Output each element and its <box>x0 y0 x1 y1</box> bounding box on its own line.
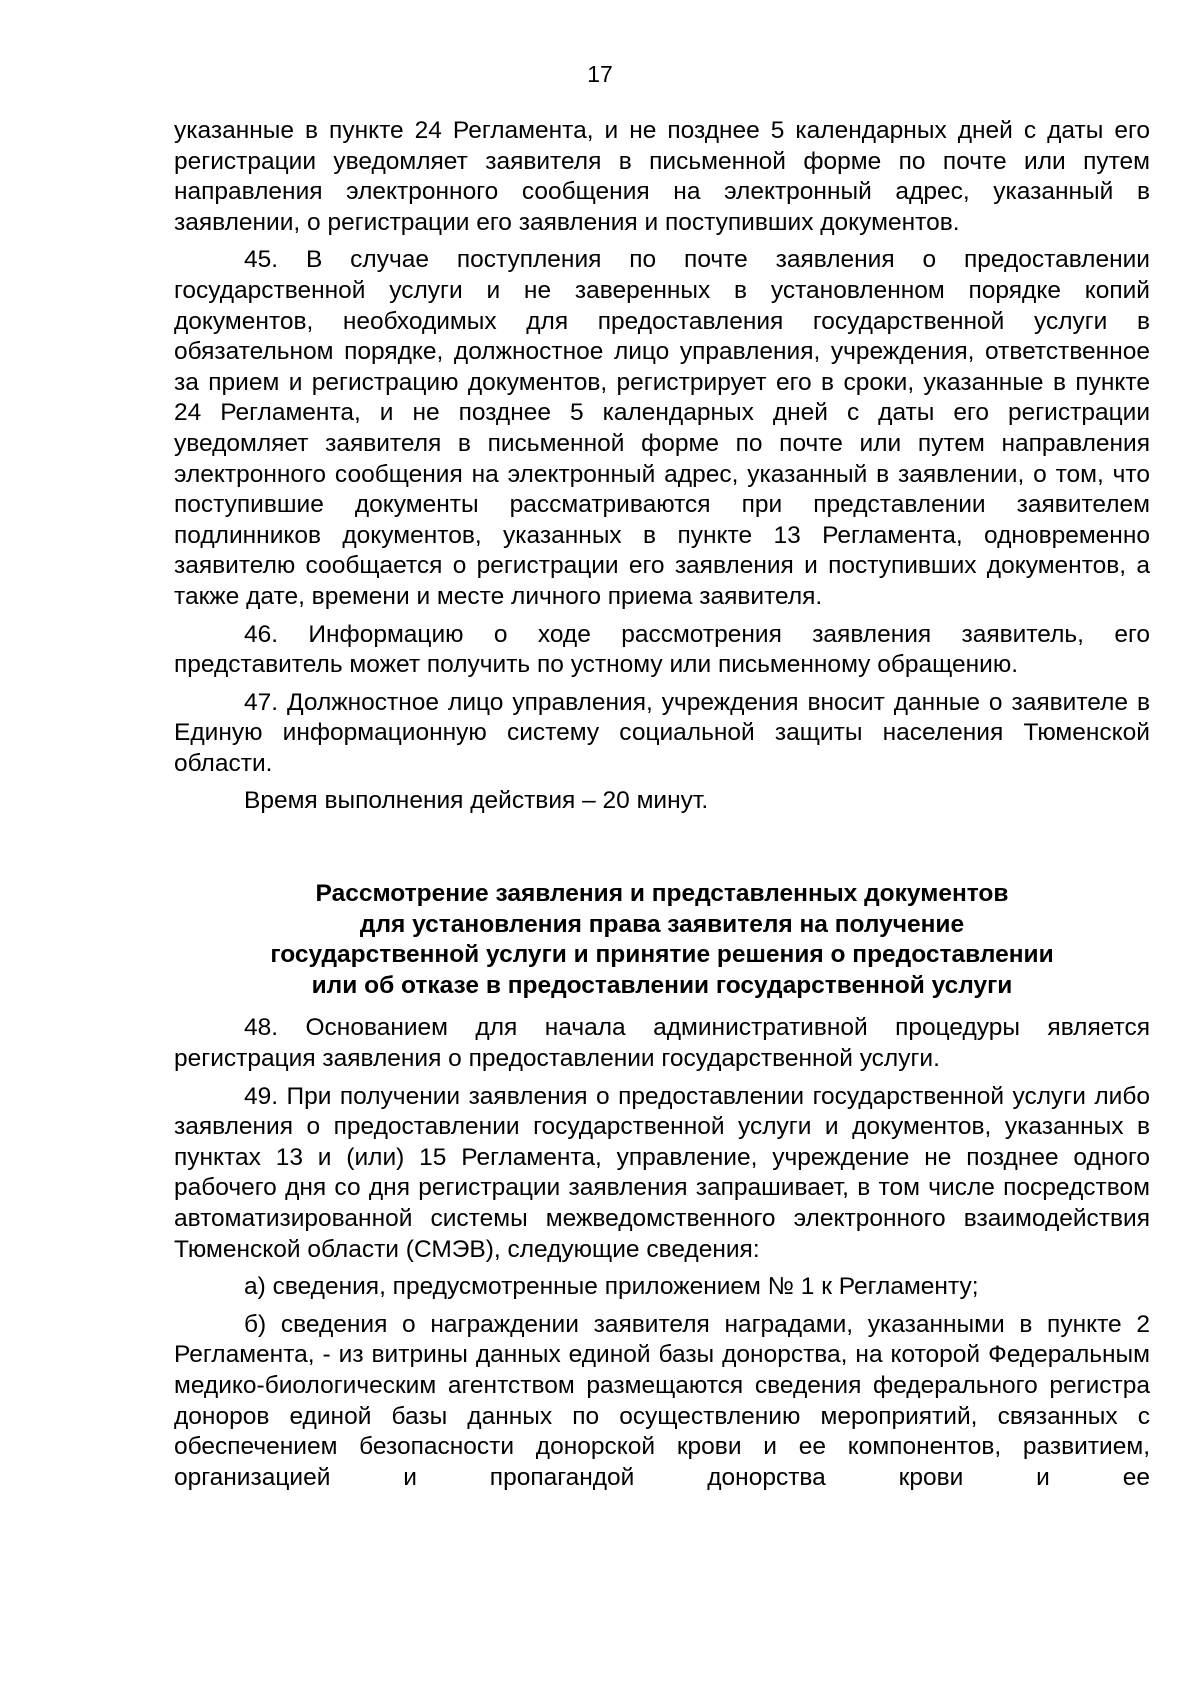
section-heading-line: для установления права заявителя на получение <box>359 910 965 938</box>
paragraph-47: 47. Должностное лицо управления, учреждения вносит данные о заявителе в Единую информационную систему социальной защиты населения Тюменской области. <box>174 688 1150 777</box>
paragraph-48: 48. Основанием для начала административной процедуры является регистрация заявления о предоставлении государственной услуги. <box>174 1014 1150 1073</box>
section-heading-line: или об отказе в предоставлении государственной услуги <box>311 971 1013 999</box>
page-number: 17 <box>587 61 613 87</box>
paragraph-item-b: б) сведения о награждении заявителя наградами, указанными в пункте 2 Регламента, - из витрины данных единой базы донорства, на которой Федеральным медико-биологическим агентством размещаются сведения федерального регистра доноров единой базы данных по осуществлению мероприятий, связанных с обеспечением безопасности донорской крови и ее компонентов, развитием, организацией и пропагандой донорства крови и ее <box>174 1310 1150 1491</box>
section-heading <box>174 879 1150 1001</box>
paragraph-item-a: а) сведения, предусмотренные приложением № 1 к Регламенту; <box>244 1273 979 1301</box>
paragraph-45: 45. В случае поступления по почте заявления о предоставлении государственной услуги и не заверенных в установленном порядке копий документов, необходимых для предоставления государственной услуги в обязательном порядке, должностное лицо управления, учреждения, ответственное за прием и регистрацию документов, регистрирует его в сроки, указанные в пункте 24 Регламента, и не позднее 5 календарных дней с даты его регистрации уведомляет заявителя в письменной форме по почте или путем направления электронного сообщения на электронный адрес, указанный в заявлении, о том, что поступившие документы рассматриваются при представлении заявителем подлинников документов, указанных в пункте 13 Регламента, одновременно заявителю сообщается о регистрации его заявления и поступивших документов, а также дате, времени и месте личного приема заявителя. <box>174 246 1150 610</box>
section-heading-line: государственной услуги и принятие решения о предоставлении <box>270 941 1054 969</box>
document-body <box>174 116 1150 1500</box>
paragraph-49: 49. При получении заявления о предоставлении государственной услуги либо заявления о предоставлении государственной услуги и документов, указанных в пунктах 13 и (или) 15 Регламента, управление, учреждение не позднее одного рабочего дня со дня регистрации заявления запрашивает, в том числе посредством автоматизированной системы межведомственного электронного взаимодействия Тюменской области (СМЭВ), следующие сведения: <box>174 1082 1150 1263</box>
paragraph-46: 46. Информацию о ходе рассмотрения заявления заявитель, его представитель может получить по устному или письменному обращению. <box>174 620 1150 679</box>
section-heading-line: Рассмотрение заявления и представленных документов <box>315 880 1009 908</box>
paragraph-execution-time: Время выполнения действия – 20 минут. <box>244 787 709 815</box>
paragraph-continuation: указанные в пункте 24 Регламента, и не позднее 5 календарных дней с даты его регистрации уведомляет заявителя в письменной форме по почте или путем направления электронного сообщения на электронный адрес, указанный в заявлении, о регистрации его заявления и поступивших документов. <box>174 117 1150 236</box>
